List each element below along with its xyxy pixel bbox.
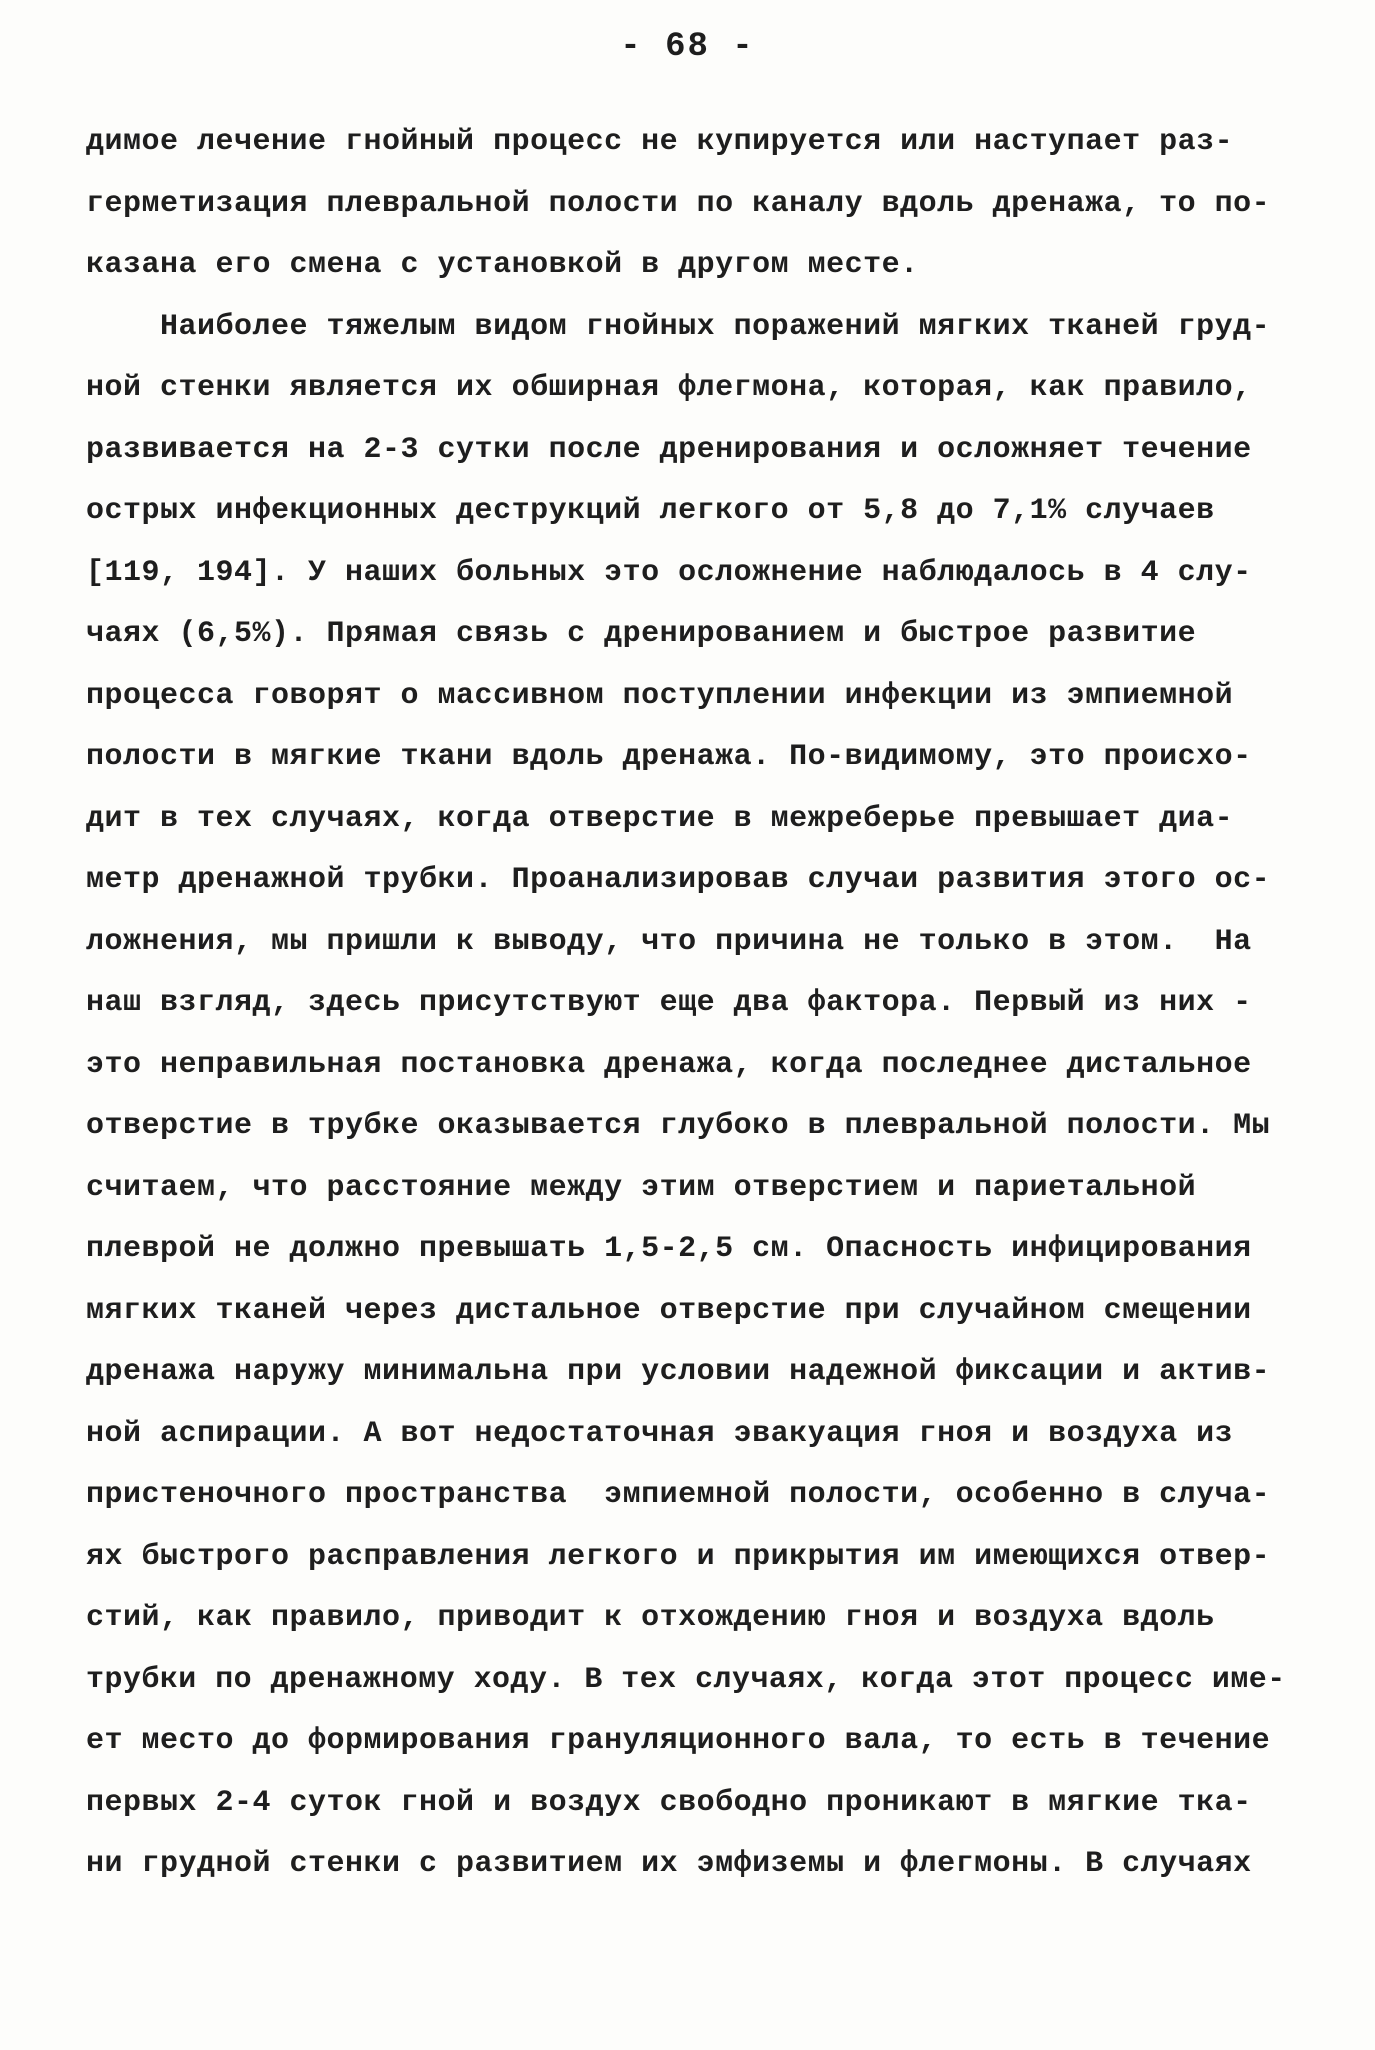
text-line: отверстие в трубке оказывается глубоко в плевральной полости. Мы <box>86 1109 1271 1143</box>
text-line: считаем, что расстояние между этим отверстием и париетальной <box>86 1170 1197 1205</box>
text-line: дренажа наружу минимальна при условии надежной фиксации и актив- <box>86 1355 1271 1389</box>
text-line: димое лечение гнойный процесс не купируется или наступает раз- <box>86 125 1234 159</box>
text-line: полости в мягкие ткани вдоль дренажа. По-видимому, это происхо- <box>86 740 1252 774</box>
text-line: [119, 194]. У наших больных это осложнение наблюдалось в 4 слу- <box>86 555 1252 590</box>
text-line: чаях (6,5%). Прямая связь с дренированием и быстрое развитие <box>86 617 1197 651</box>
text-line: Наиболее тяжелым видом гнойных поражений мягких тканей груд- <box>86 309 1271 344</box>
text-line: стий, как правило, приводит к отхождению гноя и воздуха вдоль <box>86 1601 1215 1635</box>
text-line: ях быстрого расправления легкого и прикрытия им имеющихся отвер- <box>86 1539 1271 1574</box>
text-line: дит в тех случаях, когда отверстие в межреберье превышает диа- <box>86 801 1234 836</box>
text-line: процесса говорят о массивном поступлении инфекции из эмпиемной <box>86 678 1234 713</box>
text-line: ни грудной стенки с развитием их эмфиземы и флегмоны. В случаях <box>86 1847 1252 1881</box>
text-line: трубки по дренажному ходу. В тех случаях, когда этот процесс име- <box>86 1662 1286 1697</box>
text-line: герметизация плевральной полости по каналу вдоль дренажа, то по- <box>86 186 1271 221</box>
text-line: ной стенки является их обширная флегмона, которая, как правило, <box>86 371 1252 405</box>
page-number: - 68 - <box>620 28 755 66</box>
text-line: первых 2-4 суток гной и воздух свободно проникают в мягкие тка- <box>86 1785 1252 1820</box>
text-line: казана его смена с установкой в другом месте. <box>86 248 919 282</box>
text-line: наш взгляд, здесь присутствуют еще два фактора. Первый из них - <box>86 986 1252 1020</box>
text-line: ет место до формирования грануляционного вала, то есть в течение <box>86 1724 1271 1758</box>
text-line: ложнения, мы пришли к выводу, что причина не только в этом. На <box>86 924 1252 959</box>
text-line: развивается на 2-3 сутки после дренирования и осложняет течение <box>86 432 1252 467</box>
text-line: это неправильная постановка дренажа, когда последнее дистальное <box>86 1047 1252 1082</box>
text-line: плеврой не должно превышать 1,5-2,5 см. Опасность инфицирования <box>86 1232 1252 1266</box>
text-line: пристеночного пространства эмпиемной полости, особенно в случа- <box>86 1478 1271 1512</box>
text-line: ной аспирации. А вот недостаточная эвакуация гноя и воздуха из <box>86 1416 1234 1451</box>
text-line: мягких тканей через дистальное отверстие при случайном смещении <box>86 1293 1252 1328</box>
body-text <box>86 112 1286 1896</box>
text-line: метр дренажной трубки. Проанализировав случаи развития этого ос- <box>86 863 1271 897</box>
text-line: острых инфекционных деструкций легкого от 5,8 до 7,1% случаев <box>86 494 1215 528</box>
